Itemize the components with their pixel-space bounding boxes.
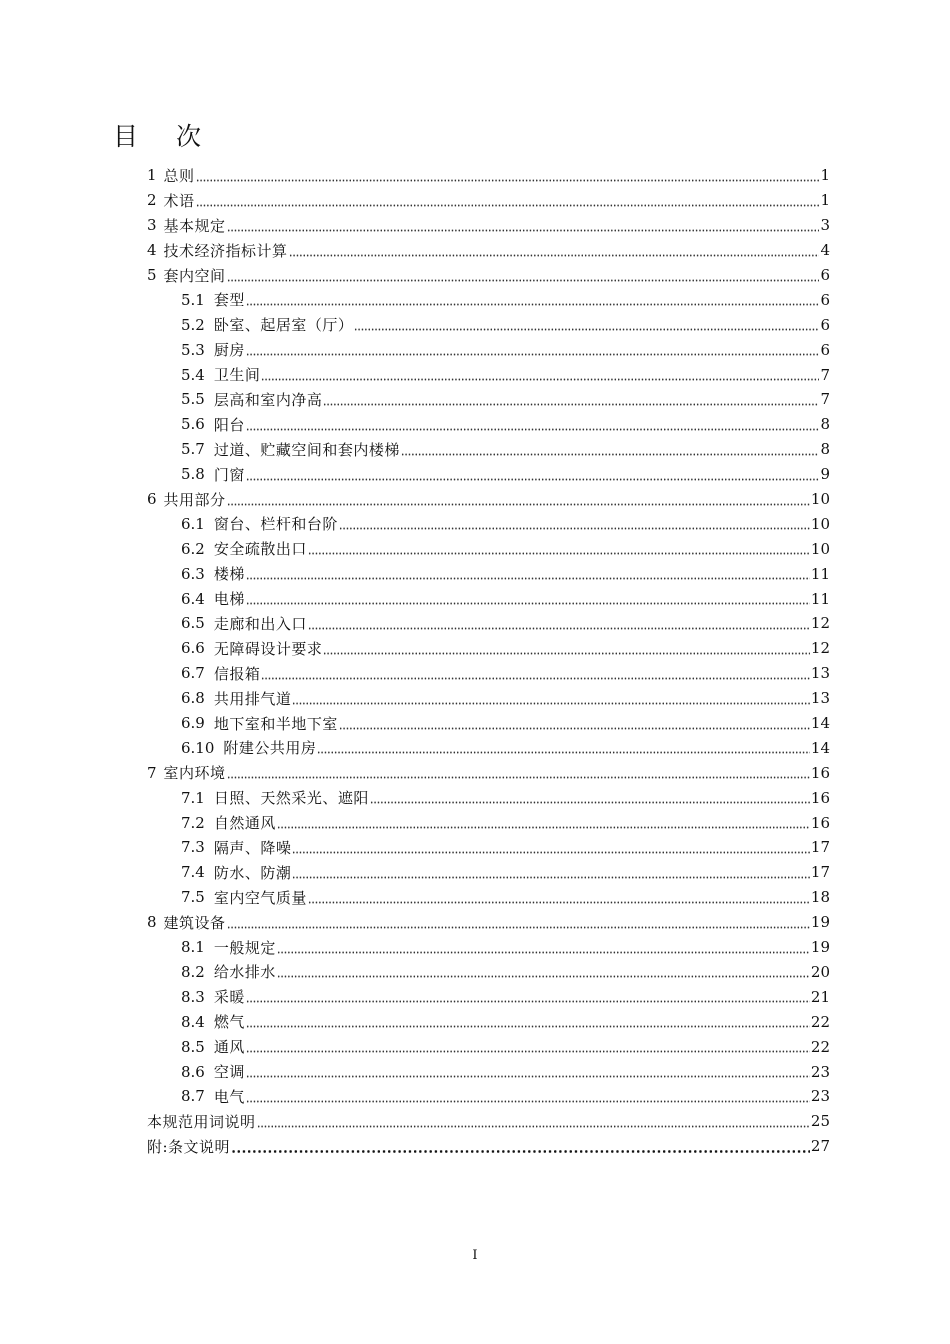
toc-entry-title: 安全疏散出口 xyxy=(213,540,307,559)
toc-entry[interactable] xyxy=(0,238,950,263)
toc-entry[interactable] xyxy=(0,412,950,437)
toc-entry-title: 日照、天然采光、遮阳 xyxy=(213,789,369,808)
dot-leader xyxy=(370,790,810,805)
page-number: I xyxy=(472,1248,478,1263)
toc-entry-title: 走廊和出入口 xyxy=(213,614,307,633)
toc-entry-number: 6.6 xyxy=(181,639,205,658)
toc-entry-page: 13 xyxy=(810,664,830,683)
toc-entry-title: 门窗 xyxy=(213,465,245,484)
dot-leader xyxy=(196,168,820,183)
toc-entry[interactable] xyxy=(0,984,950,1009)
dot-leader xyxy=(323,641,810,656)
dot-leader xyxy=(227,268,820,283)
toc-entry-title: 技术经济指标计算 xyxy=(163,241,288,260)
dot-leader xyxy=(401,442,820,457)
dot-leader xyxy=(246,1039,810,1054)
toc-entry-title: 给水排水 xyxy=(213,963,276,982)
toc-entry-page: 4 xyxy=(820,241,830,260)
toc-entry[interactable] xyxy=(0,1009,950,1034)
toc-entry-page: 23 xyxy=(810,1062,830,1081)
toc-entry-title: 共用部分 xyxy=(163,490,226,509)
toc-entry-title: 信报箱 xyxy=(213,664,261,683)
toc-entry-page: 8 xyxy=(820,415,830,434)
toc-entry[interactable] xyxy=(0,1109,950,1134)
dot-leader xyxy=(246,989,810,1004)
toc-entry[interactable] xyxy=(0,835,950,860)
toc-entry-title: 套型 xyxy=(213,291,245,310)
toc-entry-title: 厨房 xyxy=(213,341,245,360)
toc-entry-number: 7.4 xyxy=(181,863,205,882)
toc-entry-number: 7 xyxy=(147,763,157,782)
toc-entry-number: 5 xyxy=(147,266,157,284)
toc-entry-number: 6.3 xyxy=(181,564,205,583)
toc-entry-page: 27 xyxy=(810,1137,830,1156)
toc-entry-number: 8.2 xyxy=(181,962,205,981)
toc-entry-title: 层高和室内净高 xyxy=(213,390,323,409)
toc-entry-page: 23 xyxy=(810,1087,830,1106)
toc-entry-title: 本规范用词说明 xyxy=(147,1112,256,1131)
toc-entry-page: 7 xyxy=(820,365,830,384)
toc-entry-title: 隔声、降噪 xyxy=(213,838,292,857)
toc-entry-number: 5.1 xyxy=(181,290,205,309)
toc-entry[interactable] xyxy=(0,1084,950,1109)
page-title xyxy=(113,120,201,154)
toc-entry-number: 7.3 xyxy=(181,838,205,857)
toc-entry[interactable] xyxy=(0,188,950,213)
toc-entry-page: 25 xyxy=(810,1112,830,1131)
toc-entry-number: 6.2 xyxy=(181,539,205,558)
toc-entry-page: 10 xyxy=(810,539,830,558)
toc-entry[interactable] xyxy=(0,337,950,362)
toc-entry[interactable] xyxy=(0,686,950,711)
toc-entry-number: 6.4 xyxy=(181,589,205,608)
toc-entry-page: 10 xyxy=(810,514,830,533)
toc-entry-number: 6.7 xyxy=(181,664,205,683)
toc-entry[interactable] xyxy=(0,711,950,736)
toc-entry-page: 19 xyxy=(810,913,830,932)
toc-entry-page: 6 xyxy=(820,315,830,334)
dot-leader xyxy=(292,840,810,855)
toc-entry-page: 14 xyxy=(810,738,830,757)
toc-entry-page: 16 xyxy=(810,788,830,807)
toc-entry-page: 17 xyxy=(810,863,830,882)
toc-entry-number: 5.4 xyxy=(181,365,205,384)
toc-entry-page: 1 xyxy=(820,191,830,210)
dot-leader xyxy=(308,541,810,556)
dot-leader xyxy=(339,716,810,731)
dot-leader xyxy=(246,1089,810,1104)
dot-leader xyxy=(261,666,810,681)
toc-entry-page: 22 xyxy=(810,1012,830,1031)
toc-entry-number: 2 xyxy=(147,191,157,210)
toc-entry-page: 16 xyxy=(810,763,830,782)
toc-entry-page: 8 xyxy=(820,440,830,459)
toc-entry-title: 套内空间 xyxy=(163,266,226,285)
toc-entry-number: 6.8 xyxy=(181,689,205,708)
toc-entry-title: 室内环境 xyxy=(163,764,226,783)
toc-entry-number: 5.6 xyxy=(181,415,205,434)
toc-entry-page: 20 xyxy=(810,962,830,981)
toc-entry[interactable] xyxy=(0,312,950,337)
dot-leader xyxy=(227,915,810,930)
dot-leader xyxy=(246,417,820,432)
dot-leader xyxy=(257,1114,810,1129)
title-char-1: 目 xyxy=(113,122,139,151)
toc-entry-number: 6.5 xyxy=(181,614,205,633)
toc-entry-page: 10 xyxy=(810,490,830,509)
toc-entry-title: 通风 xyxy=(213,1038,245,1057)
toc-entry-title: 窗台、栏杆和台阶 xyxy=(213,515,338,534)
toc-entry[interactable] xyxy=(0,735,950,760)
toc-entry[interactable] xyxy=(0,636,950,661)
dot-leader xyxy=(246,342,820,357)
toc-entry-page: 21 xyxy=(810,987,830,1006)
toc-entry-page: 6 xyxy=(820,290,830,309)
dot-leader xyxy=(246,292,820,307)
toc-entry-page: 6 xyxy=(820,266,830,284)
dot-leader xyxy=(246,1014,810,1029)
toc-entry[interactable] xyxy=(0,437,950,462)
toc-entry-page: 19 xyxy=(810,938,830,957)
dot-leader xyxy=(308,616,810,631)
toc-entry[interactable] xyxy=(0,910,950,935)
dot-leader xyxy=(354,317,819,332)
toc-entry-page: 11 xyxy=(810,564,830,583)
dot-leader xyxy=(308,890,810,905)
toc-entry-title: 空调 xyxy=(213,1063,245,1081)
toc-entry-page: 17 xyxy=(810,838,830,857)
toc-entry-number: 8.7 xyxy=(181,1087,205,1106)
toc-entry-number: 8.1 xyxy=(181,938,205,957)
dot-leader xyxy=(246,467,820,482)
toc-entry-title: 电梯 xyxy=(213,590,245,609)
toc-entry[interactable] xyxy=(0,611,950,636)
toc-entry-number: 6.10 xyxy=(181,738,215,757)
toc-entry-title: 地下室和半地下室 xyxy=(213,714,338,733)
toc-entry-page: 12 xyxy=(810,614,830,633)
toc-entry-page: 22 xyxy=(810,1037,830,1056)
toc-entry-page: 11 xyxy=(810,589,830,608)
dot-leader xyxy=(231,1139,810,1154)
toc-entry[interactable] xyxy=(0,536,950,561)
toc-entry-title: 无障碍设计要求 xyxy=(213,639,323,658)
toc-entry-number: 5.3 xyxy=(181,340,205,359)
toc-entry-title: 楼梯 xyxy=(213,565,245,584)
dot-leader xyxy=(289,243,820,258)
toc-entry[interactable] xyxy=(0,960,950,985)
toc-entry[interactable] xyxy=(0,661,950,686)
toc-entry[interactable] xyxy=(0,1034,950,1059)
toc-entry-page: 7 xyxy=(820,390,830,409)
dot-leader xyxy=(227,765,810,780)
toc-entry-title: 卫生间 xyxy=(213,366,261,385)
toc-entry-title: 卧室、起居室（厅） xyxy=(213,316,354,335)
dot-leader xyxy=(292,865,810,880)
toc-entry-number: 3 xyxy=(147,216,157,235)
toc-entry[interactable] xyxy=(0,387,950,412)
dot-leader xyxy=(339,516,810,531)
toc-entry-number: 4 xyxy=(147,241,157,260)
toc-entry-number: 1 xyxy=(147,166,157,185)
toc-entry-number: 8.3 xyxy=(181,987,205,1006)
toc-entry-number: 8.6 xyxy=(181,1062,205,1081)
toc-entry-title: 附建公共用房 xyxy=(223,739,317,758)
toc-entry[interactable] xyxy=(0,885,950,910)
dot-leader xyxy=(277,815,810,830)
toc-entry-title: 自然通风 xyxy=(213,814,276,833)
toc-entry-page: 3 xyxy=(820,216,830,235)
toc-entry-title: 一般规定 xyxy=(213,938,276,957)
toc-entry-number: 6.9 xyxy=(181,714,205,733)
toc-entry-number: 8 xyxy=(147,913,157,932)
toc-entry-number: 5.2 xyxy=(181,315,205,334)
toc-entry-number: 6.1 xyxy=(181,514,205,533)
toc-entry-number: 8.5 xyxy=(181,1037,205,1056)
toc-entry-page: 12 xyxy=(810,639,830,658)
toc-entry-title: 电气 xyxy=(213,1087,245,1106)
dot-leader xyxy=(196,193,820,208)
toc-entry-number: 5.7 xyxy=(181,440,205,459)
toc-entry-title: 防水、防潮 xyxy=(213,863,292,882)
toc-entry-title: 建筑设备 xyxy=(163,913,226,932)
toc-entry-title: 共用排气道 xyxy=(213,689,292,708)
dot-leader xyxy=(246,566,810,581)
toc-entry[interactable] xyxy=(0,163,950,188)
toc-entry-number: 7.1 xyxy=(181,788,205,807)
toc-entry[interactable] xyxy=(0,462,950,487)
toc-entry-title: 附:条文说明 xyxy=(147,1137,231,1156)
toc-entry-page: 1 xyxy=(820,166,830,185)
toc-entry[interactable] xyxy=(0,511,950,536)
toc-entry[interactable] xyxy=(0,760,950,785)
toc-entry[interactable] xyxy=(0,935,950,960)
toc-entry-page: 13 xyxy=(810,689,830,708)
dot-leader xyxy=(246,1064,810,1079)
toc-entry-number: 5.5 xyxy=(181,390,205,409)
dot-leader xyxy=(227,218,820,233)
toc-entry[interactable] xyxy=(0,1059,950,1084)
toc-entry[interactable] xyxy=(0,287,950,312)
table-of-contents xyxy=(0,163,950,1159)
toc-entry-page: 6 xyxy=(820,340,830,359)
toc-entry-number: 5.8 xyxy=(181,465,205,484)
title-char-2: 次 xyxy=(176,122,202,151)
toc-entry-title: 过道、贮藏空间和套内楼梯 xyxy=(213,440,400,459)
toc-entry-title: 采暖 xyxy=(213,988,245,1007)
dot-leader xyxy=(277,940,810,955)
toc-entry-number: 7.2 xyxy=(181,813,205,832)
dot-leader xyxy=(227,492,810,507)
dot-leader xyxy=(246,591,810,606)
toc-entry-title: 燃气 xyxy=(213,1013,245,1032)
dot-leader xyxy=(292,691,810,706)
toc-entry[interactable] xyxy=(0,362,950,387)
toc-entry-title: 室内空气质量 xyxy=(213,888,307,907)
toc-entry-title: 总则 xyxy=(163,166,195,185)
toc-entry-title: 基本规定 xyxy=(163,216,226,235)
toc-entry-page: 16 xyxy=(810,813,830,832)
dot-leader xyxy=(277,964,810,979)
dot-leader xyxy=(323,392,819,407)
toc-entry[interactable] xyxy=(0,487,950,512)
toc-entry[interactable] xyxy=(0,1134,950,1159)
toc-entry[interactable] xyxy=(0,586,950,611)
toc-entry[interactable] xyxy=(0,810,950,835)
dot-leader xyxy=(317,740,809,755)
toc-entry[interactable] xyxy=(0,263,950,288)
toc-entry[interactable] xyxy=(0,785,950,810)
toc-entry-number: 6 xyxy=(147,490,157,509)
dot-leader xyxy=(261,367,819,382)
toc-entry[interactable] xyxy=(0,860,950,885)
toc-entry-title: 阳台 xyxy=(213,415,245,434)
toc-entry-number: 7.5 xyxy=(181,888,205,907)
toc-entry-page: 18 xyxy=(810,888,830,907)
toc-entry[interactable] xyxy=(0,561,950,586)
toc-entry[interactable] xyxy=(0,213,950,238)
toc-entry-page: 14 xyxy=(810,714,830,733)
toc-entry-number: 8.4 xyxy=(181,1012,205,1031)
toc-entry-title: 术语 xyxy=(163,191,195,210)
toc-entry-page: 9 xyxy=(820,465,830,484)
